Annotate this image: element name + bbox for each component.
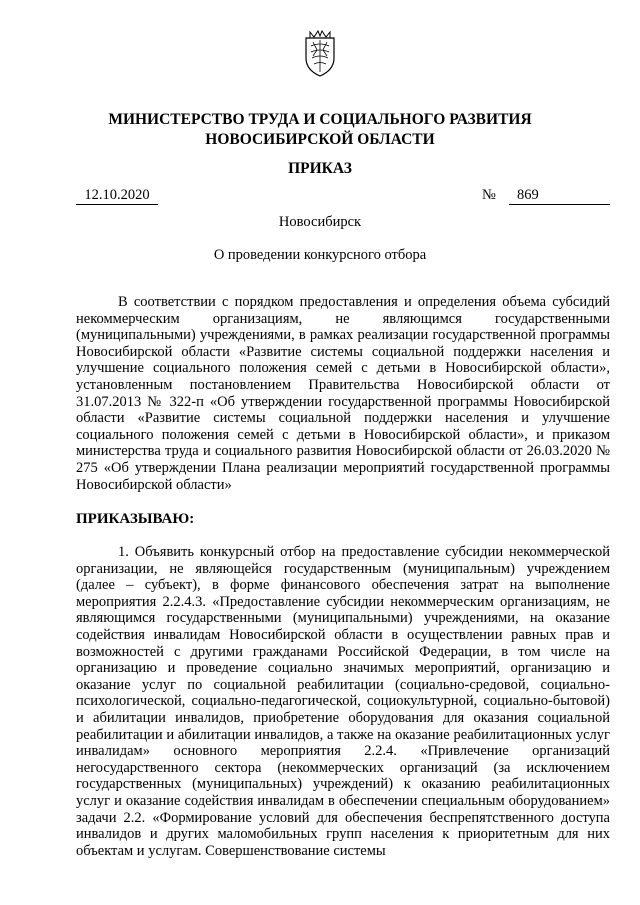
ministry-name-line1: МИНИСТЕРСТВО ТРУДА И СОЦИАЛЬНОГО РАЗВИТИЯ (108, 111, 532, 128)
order-item-1: 1. Объявить конкурсный отбор на предоставление субсидии некоммерческой организации, не являющейся государственным (муниципальным) учреждением (далее – субъект), в форме финансового обеспечения затрат на выполнение мероприятия 2.2.4.3. «Предоставление субсидии некоммерческим организациям, не являющимся государственными (муниципальными) учреждениями, на оказание содействия инвалидам Новосибирской области в осуществлении равных прав и возможностей с другими гражданами Российской Федерации, в том числе на организацию и проведение социально значимых мероприятий, организацию и оказание услуг по социальной реабилитации (социально-средовой, социально-психологической, социально-педагогической, социокультурной, социально-бытовой) и абилитации инвалидов, приобретение оборудования для оказания социальной реабилитации и абилитации инвалидов, а также на оказание реабилитационных услуг инвалидам» основного мероприятия 2.2.4. «Привлечение организаций негосударственного сектора (некоммерческих организаций (за исключением государственных (муниципальных) учреждений) к оказанию реабилитационных услуг и оказание содействия инвалидам в обеспечении специальным оборудованием» задачи 2.2. «Формирование условий для обеспечения беспрепятственного доступа инвалидов и других маломобильных групп населения к приоритетным для них объектам и услугам. Совершенствование системы (76, 544, 610, 859)
order-number: 869 (509, 186, 610, 205)
order-date: 12.10.2020 (76, 186, 158, 205)
document-type: ПРИКАЗ (288, 160, 352, 177)
order-heading: ПРИКАЗЫВАЮ: (76, 511, 195, 527)
order-subject: О проведении конкурсного отбора (213, 247, 427, 263)
preamble-paragraph: В соответствии с порядком предоставления и определения объема субсидий некоммерческим организациям, не являющимся государственными (муниципальными) учреждениями, в рамках реализации государственной программы Новосибирской области «Развитие системы социальной поддержки населения и улучшение социального положения семей с детьми в Новосибирской области», установленным постановлением Правительства Новосибирской области от 31.07.2013 № 322-п «Об утверждении государственной программы Новосибирской области «Развитие системы социальной поддержки населения и улучшение социального положения семей с детьми в Новосибирской области», и приказом министерства труда и социального развития Новосибирской области от 26.03.2020 № 275 «Об утверждении Плана реализации мероприятий государственной программы Новосибирской области» (76, 294, 610, 493)
coat-of-arms-icon (302, 28, 338, 78)
ministry-name-line2: НОВОСИБИРСКОЙ ОБЛАСТИ (205, 131, 435, 148)
city: Новосибирск (278, 214, 362, 230)
number-sign: № (482, 187, 496, 203)
